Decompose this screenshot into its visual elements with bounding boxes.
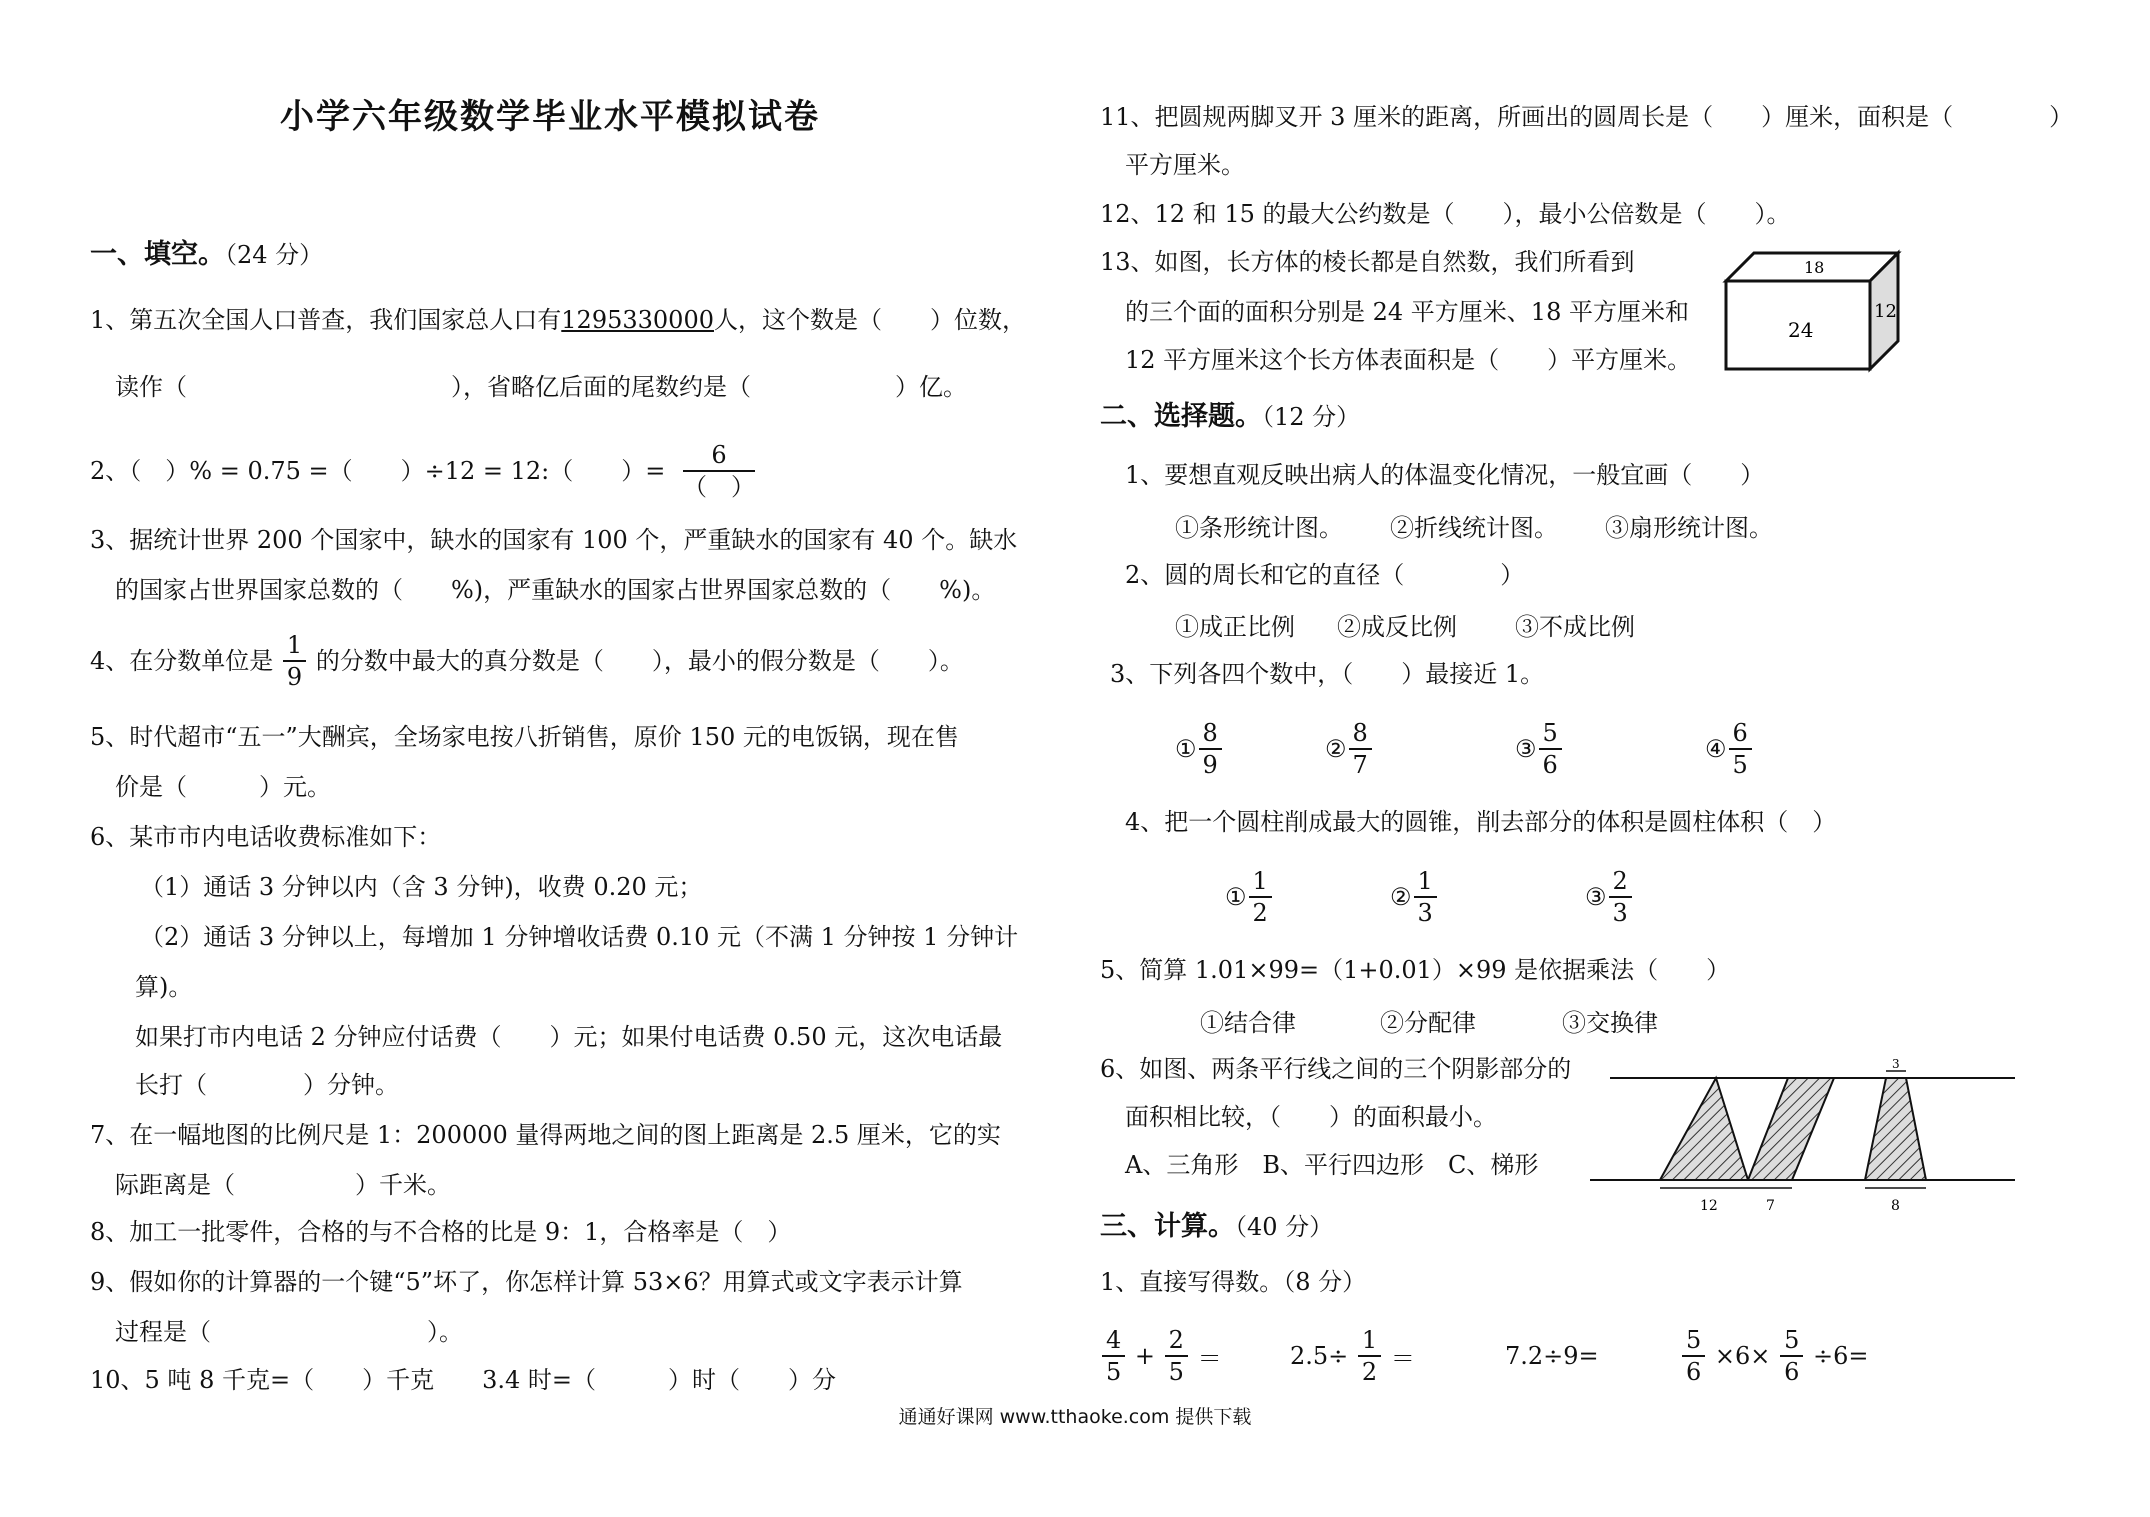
question-5-line-1: 5、时代超市“五一”大酬宾，全场家电按八折销售，原价 150 元的电饭锅，现在售 (90, 723, 959, 751)
page-title: 小学六年级数学毕业水平模拟试卷 (280, 97, 820, 137)
question-9-line-1: 9、假如你的计算器的一个键“5”坏了，你怎样计算 53×6？用算式或文字表示计算 (90, 1268, 963, 1296)
choice-1: 1、要想直观反映出病人的体温变化情况，一般宜画（ ） (1125, 461, 1765, 489)
choice-2-option-3: ③不成比例 (1515, 613, 1635, 641)
question-6-line-4: 算)。 (135, 973, 193, 1001)
expression-4: $\frac{5}{6}$ ×6× $\frac{5}{6}$ ÷6= (1680, 1325, 1868, 1387)
question-7-line-2: 际距离是（ ）千米。 (115, 1171, 451, 1199)
choice-3-option-1: ① $\frac{8}{9}$ (1175, 718, 1224, 780)
section-calculation: 三、计算。（40 分） (1100, 1211, 1334, 1242)
calc-part-1: 1、直接写得数。（8 分） (1100, 1268, 1367, 1296)
question-5-line-2: 价是（ ）元。 (115, 773, 331, 801)
question-4-fraction: $\frac{1}{9}$ (283, 630, 306, 692)
choice-5-option-2: ②分配律 (1380, 1009, 1476, 1037)
question-2-fraction: $\frac{6}{( )}$ (683, 441, 756, 501)
question-2: 2、（ ）% = 0.75 =（ ）÷12 = 12:（ ）= $\frac{6}{( )}$ (90, 441, 756, 501)
question-3-line-1: 3、据统计世界 200 个国家中，缺水的国家有 100 个，严重缺水的国家有 40 个。缺水 (90, 526, 1018, 554)
question-6-line-6: 长打（ ）分钟。 (135, 1071, 399, 1099)
expression-2: 2.5÷ $\frac{1}{2}$ ＝ (1290, 1326, 1415, 1386)
choice-1-option-3: ③扇形统计图。 (1605, 514, 1773, 542)
question-1-line-1: 1、第五次全国人口普查，我们国家总人口有1295330000人，这个数是（ ）位数， (90, 306, 1026, 334)
question-8: 8、加工一批零件，合格的与不合格的比是 9：1，合格率是（ ） (90, 1218, 792, 1246)
question-13-line-3: 12 平方厘米这个长方体表面积是（ ）平方厘米。 (1125, 346, 1692, 374)
choice-2-option-1: ①成正比例 (1175, 613, 1295, 641)
expression-1: $\frac{4}{5}$ + $\frac{2}{5}$ ＝ (1100, 1325, 1222, 1387)
choice-3-option-2: ② $\frac{8}{7}$ (1325, 718, 1374, 780)
choice-5-option-3: ③交换律 (1562, 1009, 1658, 1037)
choice-3-option-3: ③ $\frac{5}{6}$ (1515, 718, 1564, 780)
question-4: 4、在分数单位是 $\frac{1}{9}$ 的分数中最大的真分数是（ ），最小的假分数是（ ）。 (90, 631, 964, 691)
question-13-line-2: 的三个面的面积分别是 24 平方厘米、18 平方厘米和 (1125, 298, 1689, 326)
choice-4-option-2: ② $\frac{1}{3}$ (1390, 866, 1439, 928)
trapezoid-top-label: 3 (1892, 1058, 1900, 1071)
question-9-line-2: 过程是（ ）。 (115, 1318, 463, 1346)
trapezoid-base-label: 8 (1891, 1198, 1900, 1214)
choice-5: 5、简算 1.01×99=（1+0.01）×99 是依据乘法（ ） (1100, 956, 1731, 984)
choice-3-option-4: ④ $\frac{6}{5}$ (1705, 718, 1754, 780)
question-1-line-2: 读作（ ），省略亿后面的尾数约是（ ）亿。 (115, 373, 967, 401)
choice-6-line-2: 面积相比较，（ ）的面积最小。 (1125, 1103, 1497, 1131)
choice-4-option-3: ③ $\frac{2}{3}$ (1585, 866, 1634, 928)
choice-4-option-1: ① $\frac{1}{2}$ (1225, 866, 1274, 928)
choice-2: 2、圆的周长和它的直径（ ） (1125, 561, 1525, 589)
cuboid-diagram (1720, 245, 1960, 385)
question-6-line-5: 如果打市内电话 2 分钟应付话费（ ）元；如果付电话费 0.50 元，这次电话最 (135, 1023, 1003, 1051)
choice-3: 3、下列各四个数中，（ ）最接近 1。 (1110, 660, 1545, 688)
parallelogram-base-label: 7 (1766, 1198, 1775, 1214)
choice-5-option-1: ①结合律 (1200, 1009, 1296, 1037)
question-13-line-1: 13、如图，长方体的棱长都是自然数，我们所看到 (1100, 248, 1635, 276)
question-11-line-2: 平方厘米。 (1125, 151, 1245, 179)
section-choice: 二、选择题。（12 分） (1100, 401, 1361, 432)
question-7-line-1: 7、在一幅地图的比例尺是 1：200000 量得两地之间的图上距离是 2.5 厘米，它的实 (90, 1121, 1001, 1149)
section-fill-blank: 一、填空。（24 分） (90, 239, 324, 270)
question-3-line-2: 的国家占世界国家总数的（ %)，严重缺水的国家占世界国家总数的（ %)。 (115, 576, 996, 604)
cuboid-top-label: 18 (1804, 258, 1825, 277)
parallel-shapes-diagram (1590, 1058, 2030, 1218)
cuboid-front-label: 24 (1788, 318, 1814, 342)
choice-6-options: A、三角形 B、平行四边形 C、梯形 (1125, 1151, 1539, 1179)
question-6-line-3: （2）通话 3 分钟以上，每增加 1 分钟增收话费 0.10 元（不满 1 分钟按 1 分钟计 (140, 923, 1019, 951)
choice-2-option-2: ②成反比例 (1337, 613, 1457, 641)
cuboid-side-label: 12 (1874, 301, 1897, 322)
question-10: 10、5 吨 8 千克=（ ）千克 3.4 时=（ ）时（ ）分 (90, 1366, 836, 1394)
page-footer: 通通好课网 www.tthaoke.com 提供下载 (898, 1406, 1252, 1428)
choice-4: 4、把一个圆柱削成最大的圆锥，削去部分的体积是圆柱体积（ ） (1125, 808, 1837, 836)
triangle-base-label: 12 (1700, 1198, 1718, 1214)
choice-1-option-2: ②折线统计图。 (1390, 514, 1558, 542)
question-11-line-1: 11、把圆规两脚叉开 3 厘米的距离，所画出的圆周长是（ ）厘米，面积是（ ） (1100, 103, 2074, 131)
choice-6-line-1: 6、如图、两条平行线之间的三个阴影部分的 (1100, 1055, 1572, 1083)
question-6-line-2: （1）通话 3 分钟以内（含 3 分钟)，收费 0.20 元； (140, 873, 703, 901)
expression-3: 7.2÷9= (1505, 1342, 1599, 1370)
question-12: 12、12 和 15 的最大公约数是（ ），最小公倍数是（ ）。 (1100, 200, 1791, 228)
question-6-line-1: 6、某市市内电话收费标准如下： (90, 823, 442, 851)
choice-1-option-1: ①条形统计图。 (1175, 514, 1343, 542)
